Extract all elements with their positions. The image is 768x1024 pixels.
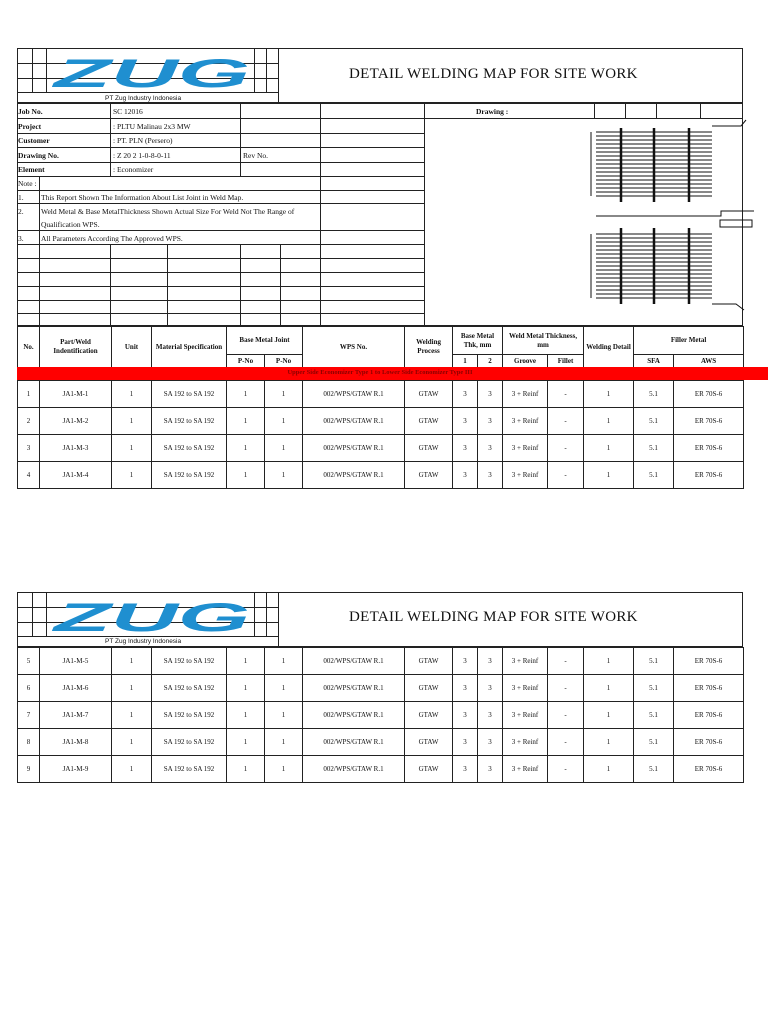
- col-unit: Unit: [112, 327, 152, 368]
- cell-wps: 002/WPS/GTAW R.1: [303, 435, 405, 462]
- rev-no-label: Rev No.: [243, 151, 268, 160]
- cell-unit: 1: [112, 702, 152, 729]
- cell-t1: 3: [453, 675, 478, 702]
- cell-process: GTAW: [405, 729, 453, 756]
- cell-unit: 1: [112, 408, 152, 435]
- cell-process: GTAW: [405, 648, 453, 675]
- col-base-thk: Base Metal Thk, mm: [453, 327, 503, 355]
- cell-material: SA 192 to SA 192: [152, 435, 227, 462]
- col-fillet: Fillet: [548, 355, 584, 368]
- cell-t1: 3: [453, 648, 478, 675]
- cell-aws: ER 70S-6: [674, 462, 744, 489]
- cell-no: 6: [18, 675, 40, 702]
- col-weld-thk: Weld Metal Thickness, mm: [503, 327, 584, 355]
- col-wps: WPS No.: [303, 327, 405, 368]
- cell-no: 8: [18, 729, 40, 756]
- col-groove: Groove: [503, 355, 548, 368]
- table-row: [18, 462, 744, 489]
- cell-material: SA 192 to SA 192: [152, 381, 227, 408]
- cell-aws: ER 70S-6: [674, 756, 744, 783]
- cell-no: 1: [18, 381, 40, 408]
- cell-aws: ER 70S-6: [674, 408, 744, 435]
- cell-no: 7: [18, 702, 40, 729]
- notes-title: Note :: [18, 179, 37, 188]
- project-value: : PLTU Malinau 2x3 MW: [113, 122, 191, 131]
- project-label: Project: [18, 122, 42, 131]
- cell-material: SA 192 to SA 192: [152, 648, 227, 675]
- cell-sfa: 5.1: [634, 435, 674, 462]
- cell-p1: 1: [227, 435, 265, 462]
- col-base-joint: Base Metal Joint: [227, 327, 303, 355]
- note-3: All Parameters According The Approved WPS.: [41, 234, 183, 243]
- cell-sfa: 5.1: [634, 381, 674, 408]
- cell-aws: ER 70S-6: [674, 381, 744, 408]
- cell-t1: 3: [453, 435, 478, 462]
- cell-p1: 1: [227, 408, 265, 435]
- cell-t1: 3: [453, 462, 478, 489]
- table-row: [18, 756, 744, 783]
- cell-t1: 3: [453, 756, 478, 783]
- cell-sfa: 5.1: [634, 648, 674, 675]
- page-title-2: DETAIL WELDING MAP FOR SITE WORK: [349, 609, 638, 625]
- cell-wps: 002/WPS/GTAW R.1: [303, 648, 405, 675]
- cell-p2: 1: [265, 462, 303, 489]
- section-label: Upper Side Economizer Type 1 to Lower Side Economizer Type III: [287, 369, 473, 376]
- customer-label: Customer: [18, 136, 50, 145]
- cell-fillet: -: [548, 381, 584, 408]
- cell-aws: ER 70S-6: [674, 675, 744, 702]
- cell-groove: 3 + Reinf: [503, 435, 548, 462]
- cell-detail: 1: [584, 702, 634, 729]
- cell-groove: 3 + Reinf: [503, 408, 548, 435]
- note-1-num: 1.: [18, 193, 24, 202]
- cell-groove: 3 + Reinf: [503, 462, 548, 489]
- cell-material: SA 192 to SA 192: [152, 462, 227, 489]
- economizer-drawing: [586, 116, 758, 312]
- company-name: PT Zug Industry Indonesia: [105, 95, 182, 102]
- col-no: No.: [18, 327, 40, 368]
- cell-process: GTAW: [405, 408, 453, 435]
- cell-wps: 002/WPS/GTAW R.1: [303, 381, 405, 408]
- cell-unit: 1: [112, 435, 152, 462]
- cell-wps: 002/WPS/GTAW R.1: [303, 756, 405, 783]
- cell-sfa: 5.1: [634, 462, 674, 489]
- cell-sfa: 5.1: [634, 675, 674, 702]
- cell-fillet: -: [548, 648, 584, 675]
- col-filler: Filler Metal: [634, 327, 744, 355]
- cell-no: 5: [18, 648, 40, 675]
- cell-p1: 1: [227, 675, 265, 702]
- cell-wps: 002/WPS/GTAW R.1: [303, 702, 405, 729]
- note-2-line-2: Qualification WPS.: [41, 220, 100, 229]
- drawing-no-label: Drawing No.: [18, 151, 59, 160]
- cell-detail: 1: [584, 648, 634, 675]
- cell-detail: 1: [584, 675, 634, 702]
- cell-detail: 1: [584, 435, 634, 462]
- cell-unit: 1: [112, 729, 152, 756]
- cell-groove: 3 + Reinf: [503, 702, 548, 729]
- drawing-no-value: : Z 20 2 1-0-8-0-11: [113, 151, 171, 160]
- cell-p2: 1: [265, 435, 303, 462]
- zug-logo: [52, 54, 252, 92]
- cell-detail: 1: [584, 729, 634, 756]
- cell-p2: 1: [265, 675, 303, 702]
- cell-part: JA1-M-3: [40, 435, 112, 462]
- cell-t1: 3: [453, 702, 478, 729]
- cell-fillet: -: [548, 408, 584, 435]
- cell-material: SA 192 to SA 192: [152, 729, 227, 756]
- cell-p2: 1: [265, 648, 303, 675]
- cell-fillet: -: [548, 675, 584, 702]
- table-row: [18, 648, 744, 675]
- cell-t1: 3: [453, 729, 478, 756]
- cell-fillet: -: [548, 729, 584, 756]
- col-thk-2: 2: [478, 355, 503, 368]
- cell-t2: 3: [478, 408, 503, 435]
- cell-t1: 3: [453, 408, 478, 435]
- cell-detail: 1: [584, 462, 634, 489]
- col-process: Welding Process: [405, 327, 453, 368]
- col-detail: Welding Detail: [584, 327, 634, 368]
- col-thk-1: 1: [453, 355, 478, 368]
- cell-unit: 1: [112, 648, 152, 675]
- job-no-label: Job No.: [18, 107, 43, 116]
- table-row: [18, 702, 744, 729]
- cell-fillet: -: [548, 462, 584, 489]
- customer-value: : PT. PLN (Persero): [113, 136, 173, 145]
- cell-sfa: 5.1: [634, 729, 674, 756]
- cell-process: GTAW: [405, 675, 453, 702]
- company-name-page2: PT Zug Industry Indonesia: [105, 638, 182, 645]
- cell-process: GTAW: [405, 462, 453, 489]
- cell-material: SA 192 to SA 192: [152, 675, 227, 702]
- cell-groove: 3 + Reinf: [503, 648, 548, 675]
- drawing-header: Drawing :: [476, 107, 509, 116]
- col-part: Part/Weld Indentification: [40, 327, 112, 368]
- cell-aws: ER 70S-6: [674, 648, 744, 675]
- cell-wps: 002/WPS/GTAW R.1: [303, 675, 405, 702]
- cell-unit: 1: [112, 675, 152, 702]
- col-aws: AWS: [674, 355, 744, 368]
- col-p-no-2: P-No: [265, 355, 303, 368]
- cell-p2: 1: [265, 729, 303, 756]
- cell-no: 2: [18, 408, 40, 435]
- cell-part: JA1-M-4: [40, 462, 112, 489]
- cell-t1: 3: [453, 381, 478, 408]
- cell-p2: 1: [265, 756, 303, 783]
- cell-fillet: -: [548, 756, 584, 783]
- cell-detail: 1: [584, 408, 634, 435]
- cell-t2: 3: [478, 702, 503, 729]
- cell-part: JA1-M-7: [40, 702, 112, 729]
- cell-material: SA 192 to SA 192: [152, 702, 227, 729]
- cell-process: GTAW: [405, 702, 453, 729]
- weld-table-page1: [17, 326, 744, 489]
- cell-no: 3: [18, 435, 40, 462]
- cell-part: JA1-M-9: [40, 756, 112, 783]
- weld-table-page2: [17, 647, 744, 783]
- cell-p2: 1: [265, 702, 303, 729]
- element-label: Element: [18, 165, 45, 174]
- cell-wps: 002/WPS/GTAW R.1: [303, 462, 405, 489]
- cell-wps: 002/WPS/GTAW R.1: [303, 729, 405, 756]
- cell-no: 4: [18, 462, 40, 489]
- table-row: [18, 675, 744, 702]
- cell-material: SA 192 to SA 192: [152, 408, 227, 435]
- col-p-no-1: P-No: [227, 355, 265, 368]
- element-value: : Economizer: [113, 165, 154, 174]
- cell-unit: 1: [112, 756, 152, 783]
- note-1: This Report Shown The Information About List Joint in Weld Map.: [41, 193, 244, 202]
- cell-part: JA1-M-5: [40, 648, 112, 675]
- cell-process: GTAW: [405, 435, 453, 462]
- cell-unit: 1: [112, 462, 152, 489]
- cell-p1: 1: [227, 381, 265, 408]
- job-no-value: SC 12016: [113, 107, 143, 116]
- cell-process: GTAW: [405, 381, 453, 408]
- cell-t2: 3: [478, 381, 503, 408]
- cell-sfa: 5.1: [634, 702, 674, 729]
- cell-aws: ER 70S-6: [674, 729, 744, 756]
- cell-p2: 1: [265, 381, 303, 408]
- cell-fillet: -: [548, 702, 584, 729]
- svg-text:ZUG: ZUG: [52, 54, 250, 92]
- note-3-num: 3.: [18, 234, 24, 243]
- cell-groove: 3 + Reinf: [503, 381, 548, 408]
- cell-no: 9: [18, 756, 40, 783]
- col-sfa: SFA: [634, 355, 674, 368]
- table-row: [18, 408, 744, 435]
- cell-part: JA1-M-2: [40, 408, 112, 435]
- cell-sfa: 5.1: [634, 408, 674, 435]
- cell-unit: 1: [112, 381, 152, 408]
- cell-process: GTAW: [405, 756, 453, 783]
- cell-part: JA1-M-1: [40, 381, 112, 408]
- page-title: DETAIL WELDING MAP FOR SITE WORK: [349, 66, 638, 82]
- table-row: [18, 435, 744, 462]
- note-2-num: 2.: [18, 207, 24, 216]
- svg-text:ZUG: ZUG: [52, 598, 250, 636]
- cell-p1: 1: [227, 648, 265, 675]
- cell-p1: 1: [227, 702, 265, 729]
- cell-aws: ER 70S-6: [674, 702, 744, 729]
- note-2-line-1: Weld Metal & Base MetalThickness Shown Actual Size For Weld Not The Range of: [41, 207, 295, 216]
- col-material: Material Specification: [152, 327, 227, 368]
- cell-detail: 1: [584, 381, 634, 408]
- cell-t2: 3: [478, 756, 503, 783]
- table-row: [18, 381, 744, 408]
- cell-detail: 1: [584, 756, 634, 783]
- cell-p1: 1: [227, 462, 265, 489]
- cell-groove: 3 + Reinf: [503, 756, 548, 783]
- cell-t2: 3: [478, 435, 503, 462]
- cell-part: JA1-M-8: [40, 729, 112, 756]
- cell-t2: 3: [478, 729, 503, 756]
- cell-material: SA 192 to SA 192: [152, 756, 227, 783]
- table-row: [18, 729, 744, 756]
- cell-sfa: 5.1: [634, 756, 674, 783]
- cell-groove: 3 + Reinf: [503, 729, 548, 756]
- cell-groove: 3 + Reinf: [503, 675, 548, 702]
- cell-part: JA1-M-6: [40, 675, 112, 702]
- cell-t2: 3: [478, 462, 503, 489]
- cell-p1: 1: [227, 756, 265, 783]
- cell-t2: 3: [478, 648, 503, 675]
- cell-p1: 1: [227, 729, 265, 756]
- cell-p2: 1: [265, 408, 303, 435]
- cell-aws: ER 70S-6: [674, 435, 744, 462]
- cell-t2: 3: [478, 675, 503, 702]
- cell-wps: 002/WPS/GTAW R.1: [303, 408, 405, 435]
- zug-logo-page2: [52, 598, 252, 636]
- cell-fillet: -: [548, 435, 584, 462]
